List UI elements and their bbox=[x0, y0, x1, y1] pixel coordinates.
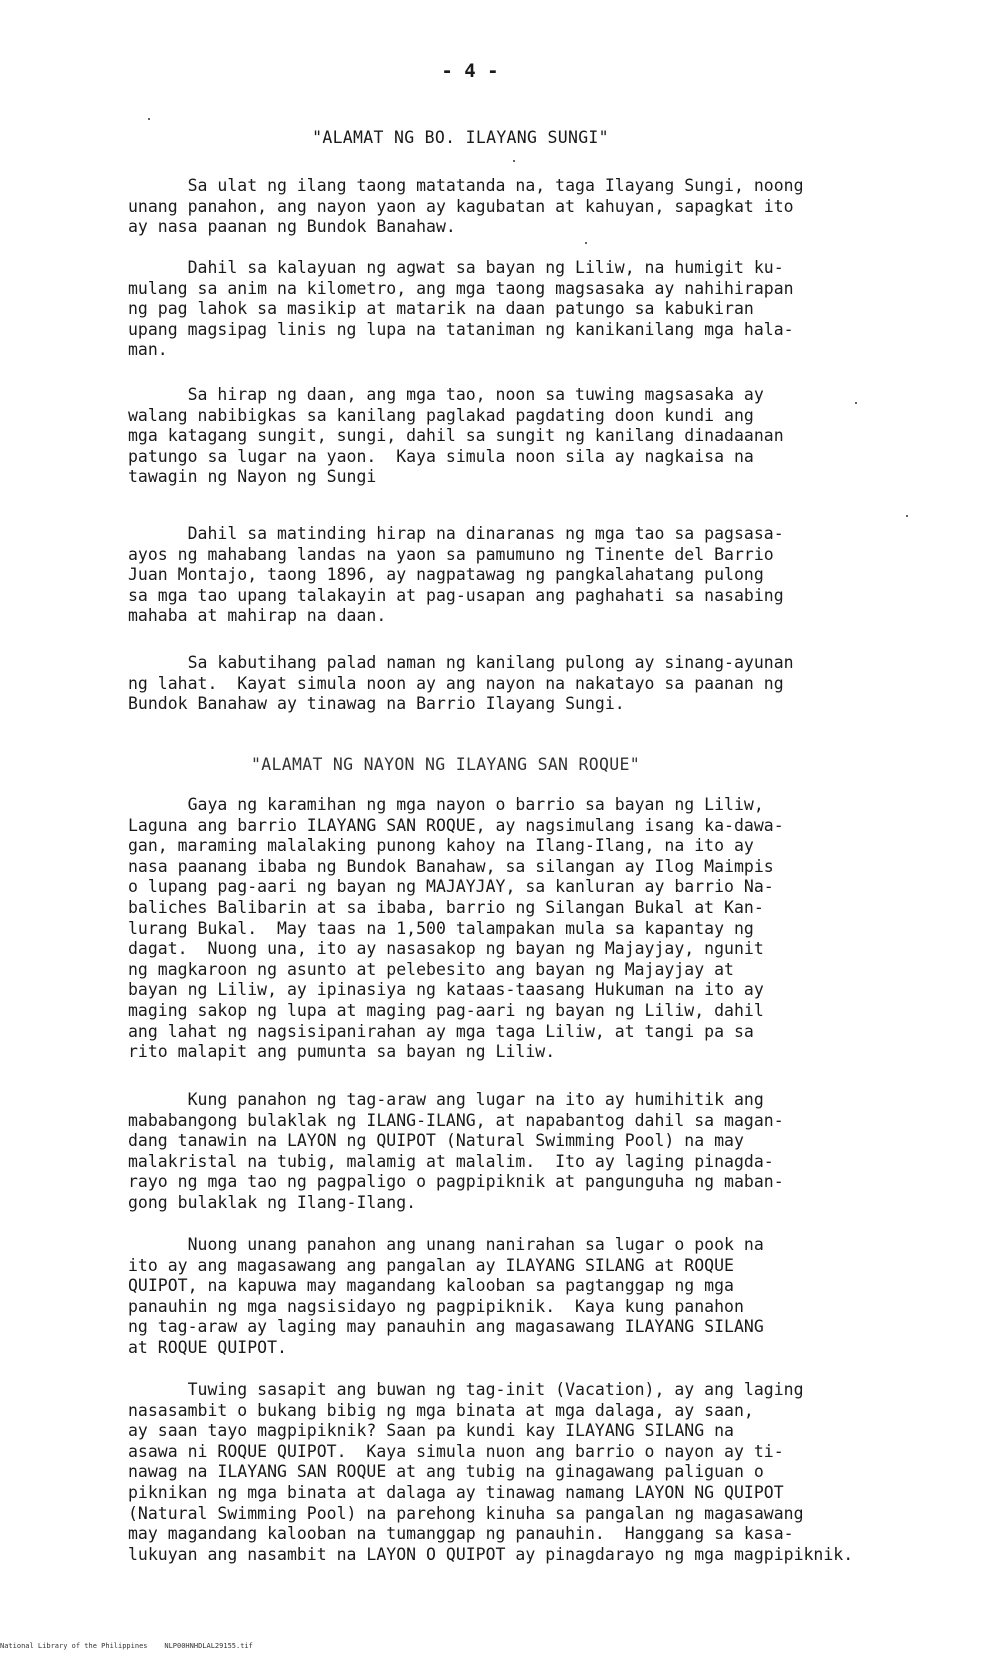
page-number: - 4 - bbox=[441, 60, 499, 82]
scan-speck bbox=[855, 402, 857, 404]
section-title-ilayang-sungi: "ALAMAT NG BO. ILAYANG SUNGI" bbox=[312, 128, 609, 147]
paragraph: Nuong unang panahon ang unang nanirahan sa lugar o pook na ito ay ang magasawang ang pangalan ay ILAYANG SILANG at ROQUE QUIPOT, na kapuwa may magandang kalooban sa pagtanggap ng mga panauhin ng mga nagsisidayo ng pagpipiknik. Kaya kung panahon ng tag-araw ay laging may panauhin ang magasawang ILAYANG SILANG at ROQUE QUIPOT. bbox=[128, 1235, 764, 1357]
paragraph: Sa ulat ng ilang taong matatanda na, taga Ilayang Sungi, noong unang panahon, ang nayon yaon ay kagubatan at kahuyan, sapagkat ito ay nasa paanan ng Bundok Banahaw. bbox=[128, 176, 804, 237]
paragraph: Dahil sa matinding hirap na dinaranas ng mga tao sa pagsasa- ayos ng mahabang landas na yaon sa pamumuno ng Tinente del Barrio Juan Montajo, taong 1896, ay nagpatawag ng pangkalahatang pulong sa mga tao upang talakayin at pag-usapan ang paghahati sa nasabing mahaba at mahirap na daan. bbox=[128, 524, 784, 626]
paragraph: Tuwing sasapit ang buwan ng tag-init (Vacation), ay ang laging nasasambit o bukang bibig ng mga binata at mga dalaga, ay saan, ay saan tayo magpipiknik? Saan pa kundi kay ILAYANG SILANG na asawa ni ROQUE QUIPOT. Kaya simula nuon ang barrio o nayon ay ti- nawag na ILAYANG SAN ROQUE at ang tubig na ginagawang paliguan o piknikan ng mga binata at dalaga ay tinawag namang LAYON NG QUIPOT (Natural Swimming Pool) na parehong kinuha sa pangalan ng magasawang may magandang kalooban na tumanggap ng panauhin. Hanggang sa kasa- lukuyan ang nasambit na LAYON O QUIPOT ay pinagdarayo ng mga magpipiknik. bbox=[128, 1380, 854, 1564]
scan-speck bbox=[906, 515, 908, 517]
scan-speck bbox=[585, 242, 587, 244]
scan-footer: National Library of the Philippines NLP00HNHDLAL29155.tif bbox=[0, 1642, 253, 1650]
paragraph: Kung panahon ng tag-araw ang lugar na ito ay humihitik ang mababangong bulaklak ng ILANG-ILANG, at napabantog dahil sa magan- dang tanawin na LAYON ng QUIPOT (Natural Swimming Pool) na may malakristal na tubig, malamig at malalim. Ito ay laging pinagda- rayo ng mga tao ng pagpaligo o pagpipiknik at pangunguha ng maban- gong bulaklak ng Ilang-Ilang. bbox=[128, 1090, 784, 1212]
section-title-ilayang-san-roque: "ALAMAT NG NAYON NG ILAYANG SAN ROQUE" bbox=[251, 755, 640, 774]
paragraph: Gaya ng karamihan ng mga nayon o barrio sa bayan ng Liliw, Laguna ang barrio ILAYANG SAN ROQUE, ay nagsimulang isang ka-dawa- gan, maraming malalaking punong kahoy na Ilang-Ilang, na ito ay nasa paanang ibaba ng Bundok Banahaw, sa silangan ay Ilog Maimpis o lupang pag-aari ng bayan ng MAJAYJAY, sa kanluran ay barrio Na- baliches Balibarin at sa ibaba, barrio ng Silangan Bukal at Kan- lurang Bukal. May taas na 1,500 talampakan mula sa kapantay ng dagat. Nuong una, ito ay nasasakop ng bayan ng Majayjay, ngunit ng magkaroon ng asunto at pelebesito ang bayan ng Majayjay at bayan ng Liliw, ay ipinasiya ng kataas-taasang Hukuman na ito ay maging sakop ng lupa at maging pag-aari ng bayan ng Liliw, dahil ang lahat ng nagsisipanirahan ay mga taga Liliw, at tangi pa sa rito malapit ang pumunta sa bayan ng Liliw. bbox=[128, 795, 784, 1062]
paragraph: Sa hirap ng daan, ang mga tao, noon sa tuwing magsasaka ay walang nabibigkas sa kanilang paglakad pagdating doon kundi ang mga katagang sungit, sungi, dahil sa sungit ng kanilang dinadaanan patungo sa lugar na yaon. Kaya simula noon sila ay nagkaisa na tawagin ng Nayon ng Sungi bbox=[128, 385, 784, 487]
paragraph: Sa kabutihang palad naman ng kanilang pulong ay sinang-ayunan ng lahat. Kayat simula noon ay ang nayon na nakatayo sa paanan ng Bundok Banahaw ay tinawag na Barrio Ilayang Sungi. bbox=[128, 653, 794, 714]
scan-speck bbox=[513, 160, 515, 162]
paragraph: Dahil sa kalayuan ng agwat sa bayan ng Liliw, na humigit ku- mulang sa anim na kilometro, ang mga taong magsasaka ay nahihirapan ng pag lahok sa masikip at matarik na daan patungo sa kabukiran upang magsipag linis ng lupa na tataniman ng kanikanilang mga hala- man. bbox=[128, 258, 794, 360]
scan-speck bbox=[148, 118, 150, 120]
